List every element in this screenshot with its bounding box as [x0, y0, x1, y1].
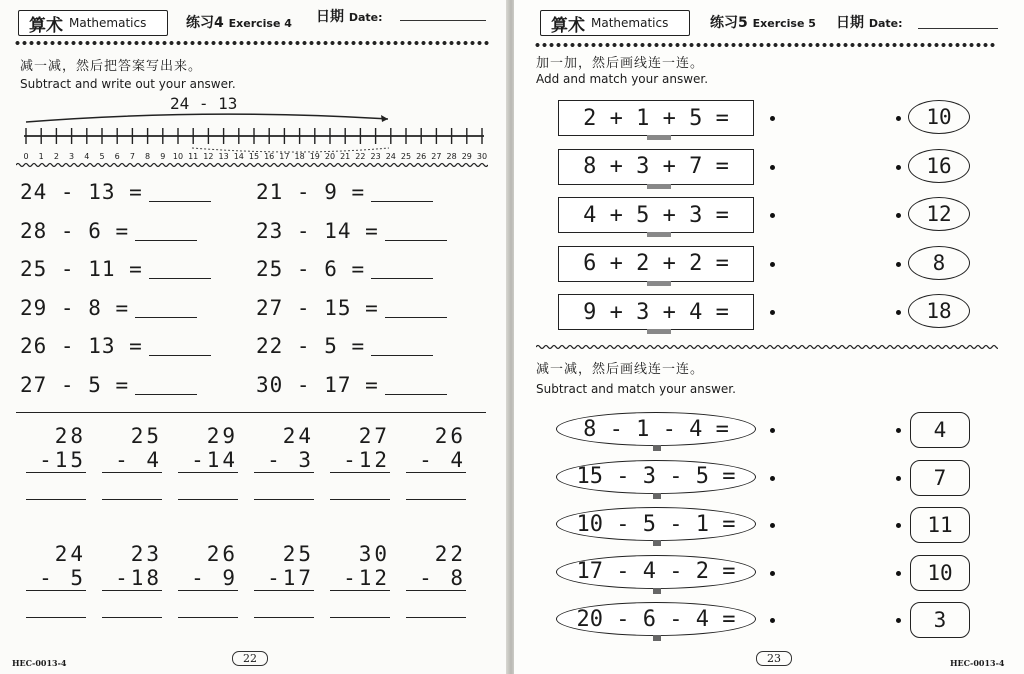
- subject-banner: [540, 10, 690, 36]
- exercise-en: Exercise 4: [228, 17, 292, 30]
- tick-label: 15: [248, 152, 260, 161]
- tick-label: 6: [114, 152, 120, 161]
- expression-box: 8 - 1 - 4 =: [556, 412, 756, 446]
- minuend: 29: [206, 424, 238, 448]
- answer-blank[interactable]: [371, 201, 433, 202]
- answer-blank[interactable]: [135, 394, 197, 395]
- instruction1-zh: 加一加，然后画线连一连。: [536, 56, 705, 71]
- tick-label: 18: [294, 152, 305, 161]
- problem-text: 30 - 17 =: [256, 372, 379, 397]
- match-dot-right[interactable]: [896, 310, 901, 315]
- subject-en: Mathematics: [591, 16, 669, 30]
- answer-line[interactable]: [254, 499, 314, 500]
- minuend: 23: [130, 542, 162, 566]
- answer-line[interactable]: [406, 499, 466, 500]
- subtraction-problem: [20, 219, 197, 243]
- subtrahend: -17: [254, 566, 314, 591]
- tick-label: 1: [38, 152, 44, 161]
- subtrahend: -12: [330, 566, 390, 591]
- minuend: 22: [434, 542, 466, 566]
- match-dot-right[interactable]: [896, 213, 901, 218]
- exercise-title: [710, 12, 816, 32]
- match-dot-right[interactable]: [896, 428, 901, 433]
- answer-line[interactable]: [330, 499, 390, 500]
- answer-box: 7: [910, 460, 970, 496]
- match-dot-left[interactable]: [770, 262, 775, 267]
- exercise-title: [186, 12, 292, 32]
- subtraction-problem: [20, 334, 211, 358]
- date-label: [836, 12, 903, 32]
- answer-box: 10: [910, 555, 970, 591]
- match-dot-right[interactable]: [896, 262, 901, 267]
- minuend: 28: [54, 424, 86, 448]
- instruction1-en: Add and match your answer.: [536, 72, 709, 86]
- tick-label: 21: [340, 152, 351, 161]
- tick-label: 28: [446, 152, 457, 161]
- tick-label: 8: [145, 152, 151, 161]
- problem-text: 29 - 8 =: [20, 295, 130, 320]
- wavy-divider: [536, 344, 998, 350]
- answer-line[interactable]: [330, 617, 390, 618]
- subtrahend: - 3: [254, 448, 314, 473]
- wavy-divider: [16, 162, 488, 168]
- date-en: Date:: [868, 17, 903, 30]
- subtraction-problem: [256, 180, 433, 204]
- match-dot-left[interactable]: [770, 476, 775, 481]
- expression-box: 8 + 3 + 7 =: [558, 149, 754, 185]
- number-line: [16, 110, 492, 156]
- answer-line[interactable]: [178, 499, 238, 500]
- subtraction-problem: [256, 296, 447, 320]
- tick-label: 9: [160, 152, 166, 161]
- subtrahend: -14: [178, 448, 238, 473]
- tick-label: 13: [218, 152, 229, 161]
- expression-box: 9 + 3 + 4 =: [558, 294, 754, 330]
- minuend: 27: [358, 424, 390, 448]
- vertical-subtraction: [330, 542, 390, 618]
- expression-box: 2 + 1 + 5 =: [558, 100, 754, 136]
- match-dot-right[interactable]: [896, 116, 901, 121]
- subject-zh: 算术: [29, 15, 63, 36]
- tick-label: 7: [129, 152, 135, 161]
- subtraction-problem: [20, 373, 197, 397]
- match-dot-right[interactable]: [896, 476, 901, 481]
- subtrahend: - 8: [406, 566, 466, 591]
- subtrahend: - 4: [406, 448, 466, 473]
- answer-oval: 16: [908, 149, 970, 183]
- expression-box: 6 + 2 + 2 =: [558, 246, 754, 282]
- problem-text: 25 - 11 =: [20, 257, 143, 281]
- answer-oval: 18: [908, 294, 970, 328]
- date-zh: 日期: [836, 15, 864, 31]
- vertical-subtraction: [254, 424, 314, 500]
- answer-blank[interactable]: [135, 240, 197, 241]
- tick-label: 20: [324, 152, 336, 161]
- minuend: 24: [282, 424, 314, 448]
- date-label: [316, 6, 383, 26]
- vertical-subtraction: [178, 542, 238, 618]
- subtraction-problem: [256, 219, 447, 243]
- match-dot-left[interactable]: [770, 571, 775, 576]
- subtrahend: -18: [102, 566, 162, 591]
- answer-line[interactable]: [406, 617, 466, 618]
- exercise-en: Exercise 5: [752, 17, 816, 30]
- vertical-subtraction: [26, 424, 86, 500]
- right-worksheet-page: [514, 0, 1024, 674]
- match-dot-right[interactable]: [896, 165, 901, 170]
- answer-blank[interactable]: [385, 317, 447, 318]
- answer-blank[interactable]: [135, 317, 197, 318]
- subtrahend: -12: [330, 448, 390, 473]
- tick-label: 24: [385, 152, 396, 161]
- expression-box: 17 - 4 - 2 =: [556, 555, 756, 589]
- problem-text: 25 - 6 =: [256, 257, 366, 281]
- book-code: HEC-0013-4: [950, 658, 1005, 668]
- match-dot-left[interactable]: [770, 523, 775, 528]
- answer-blank[interactable]: [149, 201, 211, 202]
- minuend: 26: [434, 424, 466, 448]
- subject-banner: [18, 10, 168, 36]
- subject-zh: 算术: [551, 15, 585, 36]
- tick-label: 14: [233, 152, 244, 161]
- problem-text: 21 - 9 =: [256, 180, 366, 204]
- answer-line[interactable]: [102, 499, 162, 500]
- section-divider: [16, 412, 486, 413]
- instruction2-en: Subtract and match your answer.: [536, 382, 736, 396]
- vertical-subtraction: [406, 424, 466, 500]
- answer-blank[interactable]: [385, 394, 447, 395]
- answer-blank[interactable]: [149, 278, 211, 279]
- date-field[interactable]: [918, 28, 998, 29]
- tick-label: 26: [416, 152, 427, 161]
- instruction-en: Subtract and write out your answer.: [20, 77, 236, 91]
- answer-box: 3: [910, 602, 970, 638]
- vertical-subtraction: [102, 424, 162, 500]
- answer-box: 11: [910, 507, 970, 543]
- problem-text: 27 - 15 =: [256, 295, 379, 320]
- minuend: 25: [130, 424, 162, 448]
- tick-label: 30: [476, 152, 488, 161]
- answer-line[interactable]: [26, 617, 86, 618]
- answer-oval: 10: [908, 100, 970, 134]
- subtrahend: - 5: [26, 566, 86, 591]
- vertical-subtraction: [178, 424, 238, 500]
- subtrahend: -15: [26, 448, 86, 473]
- expression-box: 10 - 5 - 1 =: [556, 507, 756, 541]
- vertical-subtraction: [254, 542, 314, 618]
- minuend: 24: [54, 542, 86, 566]
- tick-label: 2: [53, 152, 59, 161]
- answer-blank[interactable]: [371, 278, 433, 279]
- page-number: 23: [756, 651, 792, 666]
- match-dot-right[interactable]: [896, 523, 901, 528]
- expression-box: 4 + 5 + 3 =: [558, 197, 754, 233]
- tick-label: 17: [279, 152, 290, 161]
- answer-blank[interactable]: [149, 355, 211, 356]
- exercise-zh: 练习4: [186, 15, 224, 31]
- tick-label: 25: [400, 152, 412, 161]
- tick-label: 22: [355, 152, 366, 161]
- tick-label: 11: [188, 152, 199, 161]
- vertical-subtraction: [330, 424, 390, 500]
- problem-text: 24 - 13 =: [20, 180, 143, 204]
- subtraction-problem: [20, 257, 211, 281]
- match-dot-left[interactable]: [770, 428, 775, 433]
- match-dot-left[interactable]: [770, 618, 775, 623]
- minuend: 25: [282, 542, 314, 566]
- answer-oval: 12: [908, 197, 970, 231]
- book-code: HEC-0013-4: [12, 658, 67, 668]
- minuend: 26: [206, 542, 238, 566]
- vertical-subtraction: [102, 542, 162, 618]
- match-dot-left[interactable]: [770, 116, 775, 121]
- exercise-zh: 练习5: [710, 15, 748, 31]
- answer-line[interactable]: [254, 617, 314, 618]
- tick-label: 5: [99, 152, 105, 161]
- subtraction-problem: [20, 296, 197, 320]
- dotted-divider: [534, 42, 996, 48]
- tick-label: 12: [203, 152, 214, 161]
- problem-text: 23 - 14 =: [256, 218, 379, 243]
- vertical-subtraction: [406, 542, 466, 618]
- answer-oval: 8: [908, 246, 970, 280]
- subtraction-problem: [20, 180, 211, 204]
- tick-label: 29: [461, 152, 472, 161]
- tick-label: 0: [23, 152, 29, 161]
- date-zh: 日期: [316, 9, 344, 25]
- tick-label: 19: [309, 152, 320, 161]
- subtraction-problem: [256, 257, 433, 281]
- tick-label: 4: [84, 152, 90, 161]
- problem-text: 26 - 13 =: [20, 334, 143, 358]
- subtrahend: - 9: [178, 566, 238, 591]
- vertical-subtraction: [26, 542, 86, 618]
- answer-blank[interactable]: [371, 355, 433, 356]
- answer-box: 4: [910, 412, 970, 448]
- problem-text: 27 - 5 =: [20, 372, 130, 397]
- numberline-label: 24 - 13: [170, 94, 238, 113]
- subtraction-problem: [256, 334, 433, 358]
- page-number: 22: [232, 651, 268, 666]
- instruction2-zh: 减一减，然后画线连一连。: [536, 362, 705, 377]
- expression-box: 20 - 6 - 4 =: [556, 602, 756, 636]
- subject-en: Mathematics: [69, 16, 147, 30]
- problem-text: 28 - 6 =: [20, 218, 130, 243]
- tick-label: 23: [370, 152, 381, 161]
- answer-blank[interactable]: [385, 240, 447, 241]
- dotted-divider: [14, 40, 490, 46]
- instruction-zh: 减一减，然后把答案写出来。: [20, 59, 203, 74]
- tick-label: 3: [69, 152, 75, 161]
- subtraction-problem: [256, 373, 447, 397]
- tick-label: 16: [264, 152, 275, 161]
- tick-label: 10: [172, 152, 184, 161]
- match-dot-right[interactable]: [896, 618, 901, 623]
- match-dot-left[interactable]: [770, 310, 775, 315]
- problem-text: 22 - 5 =: [256, 334, 366, 358]
- answer-line[interactable]: [102, 617, 162, 618]
- match-dot-left[interactable]: [770, 165, 775, 170]
- tick-label: 27: [431, 152, 442, 161]
- expression-box: 15 - 3 - 5 =: [556, 460, 756, 494]
- minuend: 30: [358, 542, 390, 566]
- match-dot-left[interactable]: [770, 213, 775, 218]
- left-worksheet-page: [0, 0, 508, 674]
- answer-line[interactable]: [26, 499, 86, 500]
- subtrahend: - 4: [102, 448, 162, 473]
- date-field[interactable]: [400, 20, 486, 21]
- date-en: Date:: [348, 11, 383, 24]
- match-dot-right[interactable]: [896, 571, 901, 576]
- answer-line[interactable]: [178, 617, 238, 618]
